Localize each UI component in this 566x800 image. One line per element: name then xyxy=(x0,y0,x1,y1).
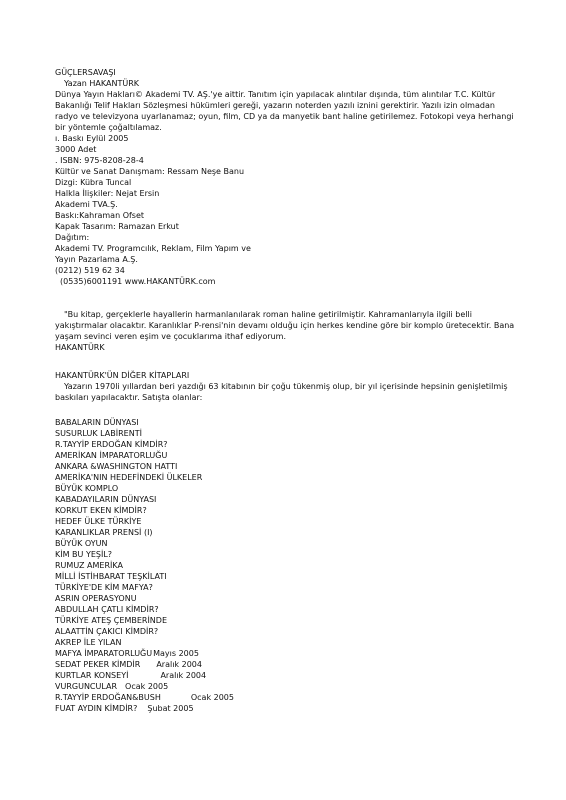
dated-book-item xyxy=(55,659,515,670)
book-list-item: BÜYÜK KOMPLO xyxy=(55,484,119,493)
copyright-notice: Dünya Yayın Hakları© Akademi TV. AŞ.'ye aittir. Tanıtım için yapılacak alıntılar dışında, tüm alıntılar T.C. Kültür Bakanlığı Telif Hakları Sözleşmesi hükümleri gereği, yazarın noterden yazılı iznini gerektirir. Yazılı izin olmadan radyo ve televizyona uyarlanamaz; oyun, film, CD ya da manyetik bant haline getirilemez. Fotokopi veya herhangi bir yöntemle çoğaltılamaz. xyxy=(55,90,514,132)
credit-line: Akademi TVA.Ş. xyxy=(55,200,118,209)
book-list-item: TÜRKİYE'DE KİM MAFYA? xyxy=(55,583,153,592)
dated-book-item xyxy=(55,692,515,703)
book-list-item: BÜYÜK OYUN xyxy=(55,539,108,548)
dedication-signature: HAKANTÜRK xyxy=(55,343,105,352)
imprint-block xyxy=(55,67,515,287)
dated-book-title: SEDAT PEKER KİMDİR xyxy=(55,660,141,669)
dated-book-title: VURGUNCULAR xyxy=(55,682,118,691)
dated-book-item xyxy=(55,703,515,714)
book-list-item: KABADAYILARIN DÜNYASI xyxy=(55,495,157,504)
credit-line: Kültür ve Sanat Danışmam: Ressam Neşe Banu xyxy=(55,167,245,176)
dated-book-date: Aralık 2004 xyxy=(156,660,202,669)
dated-book-item xyxy=(55,670,515,681)
book-list-item: ASRIN OPERASYONU xyxy=(55,594,137,603)
dedication-block xyxy=(55,309,515,353)
credit-line: Akademi TV. Programcılık, Reklam, Film Yapım ve xyxy=(55,244,251,253)
contact-line: (0535)6001191 www.HAKANTÜRK.com xyxy=(60,277,216,286)
book-list-item: RUMUZ AMERİKA xyxy=(55,561,123,570)
book-list-item: MİLLİ İSTİHBARAT TEŞKİLATI xyxy=(55,572,167,581)
dated-book-date: Mayıs 2005 xyxy=(153,649,199,658)
book-list-item: TÜRKİYE ATEŞ ÇEMBERİNDE xyxy=(55,616,168,625)
dated-book-date: Şubat 2005 xyxy=(147,704,194,713)
credit-line: Yayın Pazarlama A.Ş. xyxy=(55,255,138,264)
book-list xyxy=(55,417,515,714)
book-title: GÜÇLERSAVAŞI xyxy=(55,68,116,77)
dated-book-item xyxy=(55,681,515,692)
credit-line: Dağıtım: xyxy=(55,233,90,242)
credit-line: Halkla İlişkiler: Nejat Ersin xyxy=(55,189,160,198)
copies-line: 3000 Adet xyxy=(55,145,97,154)
book-list-item: AMERİKA'NIN HEDEFİNDEKİ ÜLKELER xyxy=(55,473,203,482)
dated-book-date: Aralık 2004 xyxy=(160,671,207,680)
book-list-item: AKREP İLE YILAN xyxy=(55,638,122,647)
book-list-item: ALAATTİN ÇAKICI KİMDİR? xyxy=(55,627,159,636)
credit-line: Kapak Tasarım: Ramazan Erkut xyxy=(55,222,179,231)
author-line: Yazan HAKANTÜRK xyxy=(64,79,139,88)
isbn-line: . ISBN: 975-8208-28-4 xyxy=(55,156,144,165)
book-list-item: KORKUT EKEN KİMDİR? xyxy=(55,506,147,515)
dated-book-date: Ocak 2005 xyxy=(190,693,234,702)
book-list-item: BABALARIN DÜNYASI xyxy=(55,418,139,427)
book-list-item: KARANLIKLAR PRENSİ (I) xyxy=(55,528,153,537)
book-list-item: HEDEF ÜLKE TÜRKİYE xyxy=(55,517,142,526)
book-list-item: SUSURLUK LABİRENTİ xyxy=(55,429,142,438)
other-books-section xyxy=(55,370,515,403)
credit-line: Baskı:Kahraman Ofset xyxy=(55,211,145,220)
edition-line: ı. Baskı Eylül 2005 xyxy=(55,134,129,143)
book-list-item: ABDULLAH ÇATLI KİMDİR? xyxy=(55,605,159,614)
book-list-item: R.TAYYİP ERDOĞAN KİMDİR? xyxy=(55,440,168,449)
book-list-item: KİM BU YEŞİL? xyxy=(55,550,113,559)
dated-book-title: MAFYA İMPARATORLUĞU xyxy=(55,649,153,658)
book-list-item: ANKARA &WASHINGTON HATTI xyxy=(55,462,178,471)
dated-book-title: KURTLAR KONSEYİ xyxy=(55,671,129,680)
dated-book-date: Ocak 2005 xyxy=(125,682,169,691)
credit-line: Dizgi: Kübra Tuncal xyxy=(55,178,132,187)
book-list-item: AMERİKAN İMPARATORLUĞU xyxy=(55,451,168,460)
other-books-heading: HAKANTÜRK'ÜN DİĞER KİTAPLARI xyxy=(55,371,190,380)
other-books-intro: Yazarın 1970li yıllardan beri yazdığı 63 kitabının bir çoğu tükenmiş olup, bir yıl içerisinde hepsinin genişletilmiş baskıları yapılacaktır. Satışta olanlar: xyxy=(55,382,508,402)
dated-book-title: R.TAYYİP ERDOĞAN&BUSH xyxy=(55,693,161,702)
dated-book-item xyxy=(55,648,515,659)
dated-book-title: FUAT AYDIN KİMDİR? xyxy=(55,704,138,713)
credit-line: (0212) 519 62 34 xyxy=(55,266,125,275)
dedication-text: "Bu kitap, gerçeklerle hayallerin harmanlanılarak roman haline getirilmiştir. Kahramanlarıyla ilgili belli yakıştırmalar olacaktır. Karanlıklar P-rensi'nin devamı olduğu için herkes kendine göre bir komplo üretecektir. Bana yaşam sevinci veren eşim ve çocuklarıma ithaf ediyorum. xyxy=(55,310,515,341)
